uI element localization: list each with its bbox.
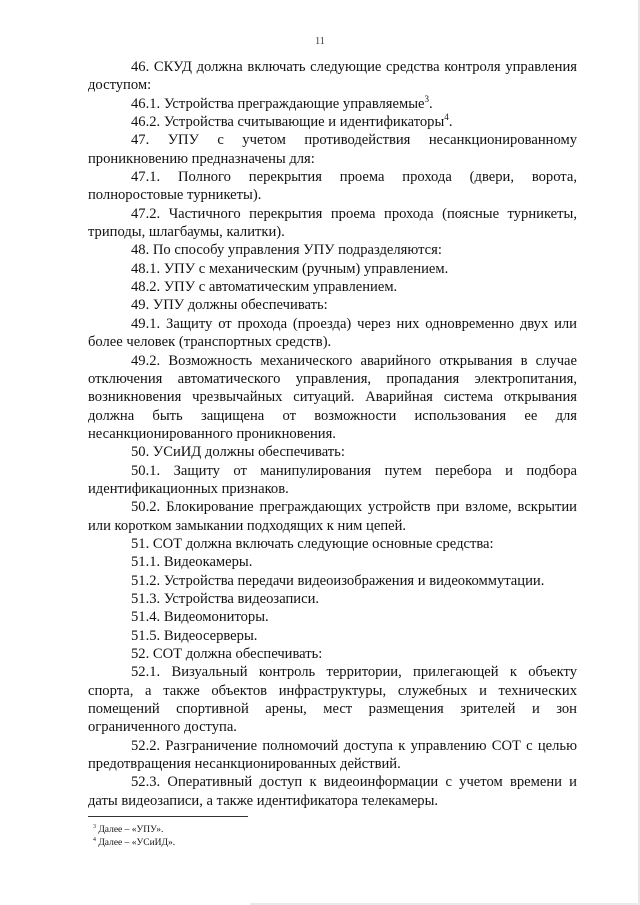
paragraph-50: 50. УСиИД должны обеспечивать: <box>131 444 345 461</box>
paragraph-48-2: 48.2. УПУ с автоматическим управлением. <box>131 279 398 296</box>
paragraph-51-2: 51.2. Устройства передачи видеоизображения и видеокоммутации. <box>131 572 545 589</box>
paragraph-51-4: 51.4. Видеомониторы. <box>131 609 269 626</box>
paragraph-46-2: 46.2. Устройства считывающие и идентификаторы$^4$. <box>131 112 453 131</box>
footnote-divider <box>88 816 248 817</box>
paragraph-49: 49. УПУ должны обеспечивать: <box>131 297 328 314</box>
paragraph-47: 47. УПУ с учетом противодействия несанкционированному проникновению предназначены для: <box>88 132 577 167</box>
footnote-3: $^3$ Далее – «УПУ». <box>93 823 164 835</box>
footnote-ref-3: 3 <box>424 93 430 104</box>
paragraph-46: 46. СКУД должна включать следующие средства контроля управления доступом: <box>88 59 577 94</box>
paragraph-52-3: 52.3. Оперативный доступ к видеоинформации с учетом времени и даты видеозаписи, а также идентификатора телекамеры. <box>88 774 577 809</box>
paragraph-50-2: 50.2. Блокирование преграждающих устройств при взломе, вскрытии или коротком замыкании подходящих к ним цепей. <box>88 499 577 534</box>
paragraph-47-2: 47.2. Частичного перекрытия проема прохода (поясные турникеты, триподы, шлагбаумы, калитки). <box>88 205 577 241</box>
paragraph-49-2: 49.2. Возможность механического аварийного открывания в случае отключения автоматического управления, пропадания электропитания, возникновения чрезвычайных ситуаций. Аварийная система открывания должна быть защищена от возможности использования ее для несанкционированного проникновения. <box>88 352 577 442</box>
document-body <box>88 58 577 810</box>
paragraph-52-1: 52.1. Визуальный контроль территории, прилегающей к объекту спорта, а также объектов инфраструктуры, служебных и технических помещений спортивной арены, мест размещения зрителей и зон ограниченного доступа. <box>88 664 577 736</box>
footnote-mark-3: 3 <box>93 823 96 830</box>
footnote-4: $^4$ Далее – «УСиИД». <box>93 836 176 848</box>
paragraph-50-1: 50.1. Защиту от манипулирования путем перебора и подбора идентификационных признаков. <box>88 462 577 497</box>
footnotes <box>93 824 175 850</box>
footnote-mark-4: 4 <box>93 836 96 843</box>
paragraph-51-1: 51.1. Видеокамеры. <box>131 554 253 571</box>
paragraph-51-5: 51.5. Видеосерверы. <box>131 627 258 644</box>
paragraph-52-2: 52.2. Разграничение полномочий доступа к управлению СОТ с целью предотвращения несанкционированных действий. <box>88 737 577 773</box>
paragraph-48-1: 48.1. УПУ с механическим (ручным) управлением. <box>131 260 449 277</box>
paragraph-46-1: 46.1. Устройства преграждающие управляемые$^3$. <box>131 93 433 112</box>
paragraph-49-1: 49.1. Защиту от прохода (проезда) через них одновременно двух или более человек (транспортных средств). <box>88 315 577 351</box>
footnote-ref-4: 4 <box>444 112 449 123</box>
paragraph-51: 51. СОТ должна включать следующие основные средства: <box>131 535 494 552</box>
page-number: 11 <box>315 36 325 47</box>
paragraph-52: 52. СОТ должна обеспечивать: <box>131 646 323 662</box>
paragraph-51-3: 51.3. Устройства видеозаписи. <box>131 590 320 607</box>
paragraph-47-1: 47.1. Полного перекрытия проема прохода (двери, ворота, полноростовые турникеты). <box>88 169 577 204</box>
paragraph-48: 48. По способу управления УПУ подразделяются: <box>131 242 442 259</box>
